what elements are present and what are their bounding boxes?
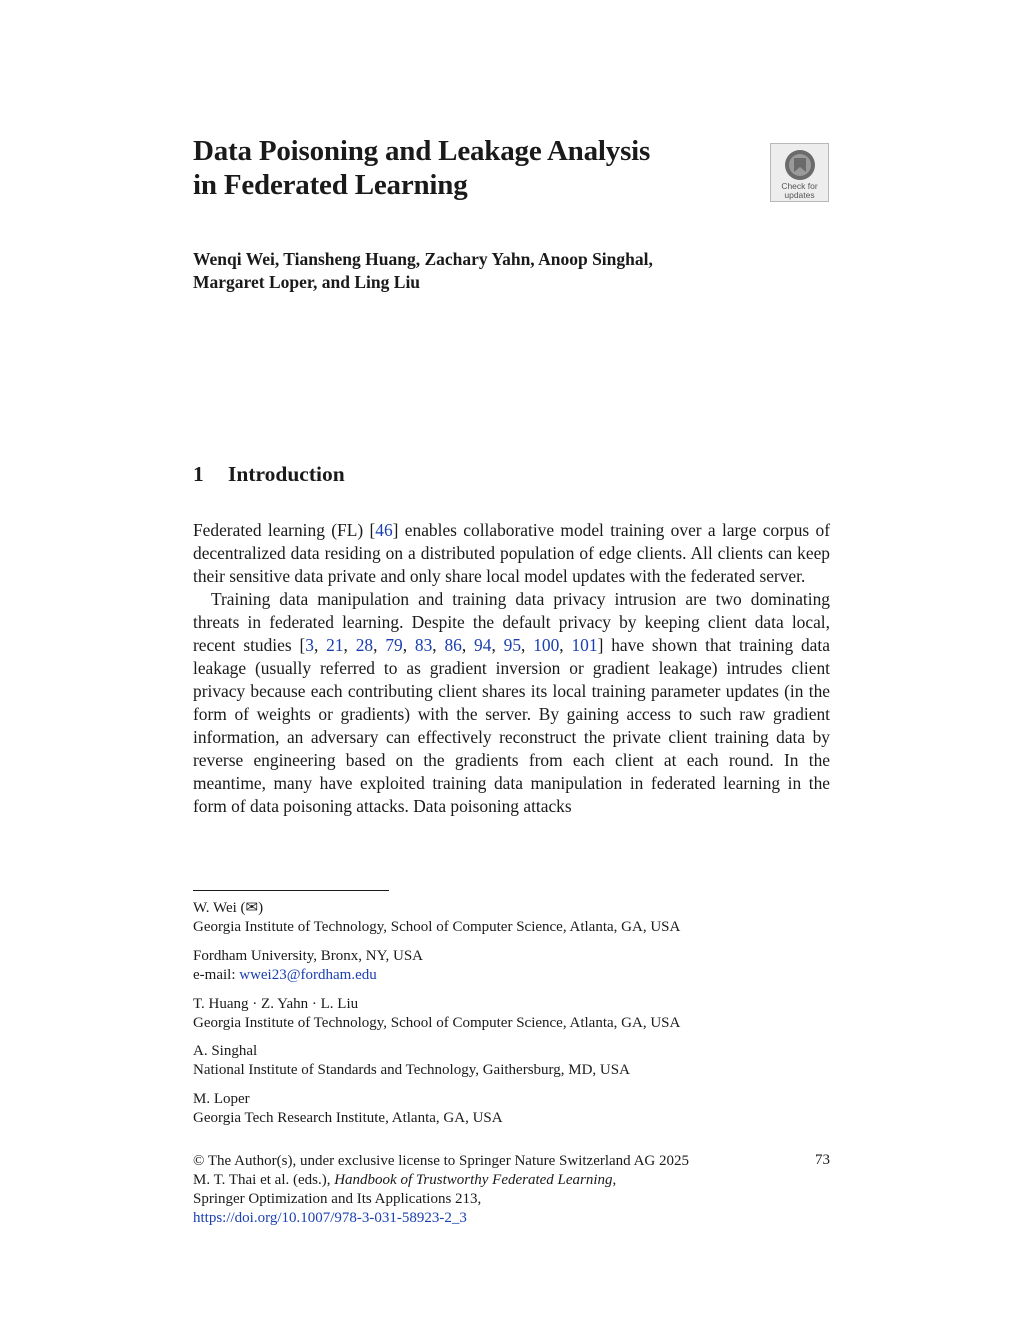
paper-title bbox=[193, 134, 733, 202]
footnote-rule bbox=[193, 890, 389, 891]
author-list bbox=[193, 248, 753, 294]
paragraph-2-text-a: Training data manipulation and training data privacy intrusion are two dominating threats in federated learning. Despite the default privacy by keeping client data local, recent studies [ bbox=[193, 589, 830, 655]
section-title: Introduction bbox=[228, 462, 345, 486]
book-title: Handbook of Trustworthy Federated Learning bbox=[334, 1172, 613, 1188]
loper-name: M. Loper bbox=[193, 1091, 250, 1107]
footnote-wei bbox=[193, 899, 833, 937]
citation-separator: , bbox=[373, 635, 386, 655]
mail-icon: ✉ bbox=[245, 900, 259, 916]
citation-link[interactable]: 83 bbox=[414, 635, 433, 655]
body-text bbox=[193, 519, 830, 818]
citation-link[interactable]: 101 bbox=[571, 635, 598, 655]
citation-separator: , bbox=[461, 635, 475, 655]
email-link[interactable]: wwei23@fordham.edu bbox=[239, 967, 377, 983]
citation-separator: , bbox=[402, 635, 415, 655]
paragraph-1 bbox=[193, 519, 830, 588]
citation-list bbox=[305, 635, 597, 655]
citation-separator: , bbox=[313, 635, 327, 655]
citation-link[interactable]: 21 bbox=[326, 635, 344, 655]
citation-link[interactable]: 95 bbox=[503, 635, 522, 655]
paragraph-1-text-a: Federated learning (FL) [ bbox=[193, 520, 376, 540]
citation-link[interactable]: 79 bbox=[385, 635, 403, 655]
footnote-group bbox=[193, 995, 833, 1033]
series-line: Springer Optimization and Its Applications 213, bbox=[193, 1191, 482, 1207]
page-number: 73 bbox=[815, 1152, 830, 1168]
title-line-1: Data Poisoning and Leakage Analysis bbox=[193, 135, 651, 167]
section-number: 1 bbox=[193, 462, 204, 486]
citation-link[interactable]: 86 bbox=[444, 635, 462, 655]
citation-link[interactable]: 28 bbox=[355, 635, 374, 655]
footnote-wei-2 bbox=[193, 947, 833, 985]
citation-link[interactable]: 94 bbox=[474, 635, 492, 655]
badge-line-2: updates bbox=[784, 190, 815, 200]
crossmark-icon bbox=[783, 148, 817, 182]
group-affiliation: Georgia Institute of Technology, School of Computer Science, Atlanta, GA, USA bbox=[193, 1015, 681, 1031]
badge-line-1: Check for bbox=[781, 181, 818, 191]
check-for-updates-badge[interactable] bbox=[770, 143, 829, 202]
citation-separator: , bbox=[521, 635, 534, 655]
citation-separator: , bbox=[343, 635, 356, 655]
email-label: e-mail: bbox=[193, 967, 240, 983]
group-names: T. Huang · Z. Yahn · L. Liu bbox=[193, 996, 359, 1012]
authors-line-2: Margaret Loper, and Ling Liu bbox=[193, 272, 421, 292]
doi-link[interactable]: https://doi.org/10.1007/978-3-031-58923-2_3 bbox=[193, 1210, 467, 1226]
citation-link[interactable]: 100 bbox=[533, 635, 560, 655]
paragraph-2-text-b: ] have shown that training data leakage (usually referred to as gradient inversion or gradient leakage) intrudes client privacy because each contributing client shares its local training parameter updates (in the form of weights or gradients) with the server. By gaining access to such raw gradient information, an adversary can effectively reconstruct the private client training data by reverse engineering based on the gradients from each client at each round. In the meantime, many have exploited training data manipulation in federated learning in the form of data poisoning attacks. Data poisoning attacks bbox=[193, 635, 830, 816]
citation-separator: , bbox=[432, 635, 445, 655]
copyright-block bbox=[193, 1152, 833, 1228]
authors-line-1: Wenqi Wei, Tiansheng Huang, Zachary Yahn, Anoop Singhal, bbox=[193, 249, 653, 269]
citation-link[interactable]: 3 bbox=[305, 635, 314, 655]
paragraph-2 bbox=[193, 588, 830, 818]
singhal-name: A. Singhal bbox=[193, 1043, 258, 1059]
section-heading bbox=[193, 462, 345, 487]
editors: M. T. Thai et al. (eds.), bbox=[193, 1172, 335, 1188]
wei-affiliation-1: Georgia Institute of Technology, School of Computer Science, Atlanta, GA, USA bbox=[193, 919, 681, 935]
copyright-line: © The Author(s), under exclusive license to Springer Nature Switzerland AG 2025 bbox=[193, 1153, 690, 1169]
wei-affiliation-2: Fordham University, Bronx, NY, USA bbox=[193, 948, 424, 964]
paragraph-1-text-b: ] enables collaborative model training over a large corpus of decentralized data residing on a distributed population of edge clients. All clients can keep their sensitive data private and only share local model updates with the federated server. bbox=[193, 520, 831, 586]
loper-affiliation: Georgia Tech Research Institute, Atlanta, GA, USA bbox=[193, 1110, 503, 1126]
footnote-singhal bbox=[193, 1042, 833, 1080]
title-line-2: in Federated Learning bbox=[193, 169, 468, 201]
citation-separator: , bbox=[559, 635, 572, 655]
book-comma: , bbox=[612, 1172, 617, 1188]
singhal-affiliation: National Institute of Standards and Technology, Gaithersburg, MD, USA bbox=[193, 1062, 630, 1078]
wei-name: W. Wei ( bbox=[193, 900, 246, 916]
citation-link[interactable]: 46 bbox=[375, 520, 393, 540]
footnote-loper bbox=[193, 1090, 833, 1128]
citation-separator: , bbox=[491, 635, 504, 655]
wei-close: ) bbox=[258, 900, 264, 916]
